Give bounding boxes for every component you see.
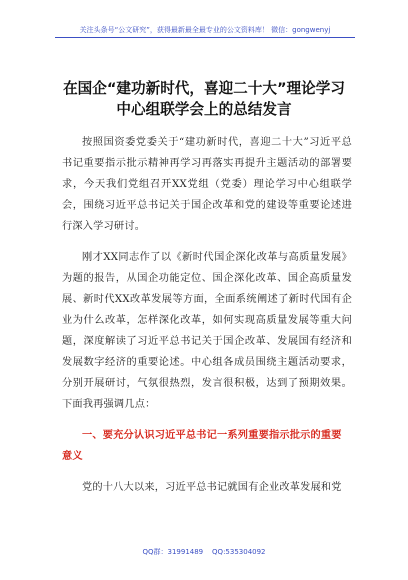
paragraph-2: 刚才XX同志作了以《新时代国企深化改革与高质量发展》为题的报告，从国企功能定位、国企深化改革、国企高质量发展、新时代XX改革发展等方面，全面系统阐述了新时代国有企业为什么改革，怎样深化改革，如何实现高质量发展等重大问题，深度解读了习近平总书记关于国企改革、发展国有经济和发展数字经济的重要论述。中心组各成员围绕主题活动要求，分别开展研讨，气氛很热烈，发言很积极，达到了预期效果。下面我再强调几点： bbox=[62, 252, 352, 410]
title-line-2: 中心组联学会上的总结发言 bbox=[116, 101, 292, 118]
title-line-1: 在国企“建功新时代，喜迎二十大”理论学习 bbox=[63, 80, 345, 97]
section-heading-1: 一、要充分认识习近平总书记一系列重要指示批示的重要意义 bbox=[62, 430, 342, 462]
footer-contact bbox=[0, 547, 408, 557]
footer-qq-number: QQ:535304092 bbox=[212, 548, 266, 556]
paragraph-3: 党的十八大以来，习近平总书记就国有企业改革发展和党 bbox=[82, 482, 342, 493]
header-divider bbox=[55, 37, 355, 38]
header-promo-text: 关注头条号“公文研究”，获得最新最全最专业的公文资料库！ 微信：gongwenyj bbox=[79, 26, 331, 34]
document-title bbox=[40, 78, 368, 120]
paragraph-1: 按照国资委党委关于“建功新时代，喜迎二十大”习近平总书记重要指示批示精神再学习再落实再提升主题活动的部署要求，今天我们党组召开XX党组（党委）理论学习中心组联学会，围绕习近平总书记关于国企改革和党的建设等重要论述进行深入学习研讨。 bbox=[62, 137, 352, 232]
footer-qq-group: QQ群：31991489 bbox=[142, 548, 204, 556]
document-body bbox=[62, 132, 352, 508]
